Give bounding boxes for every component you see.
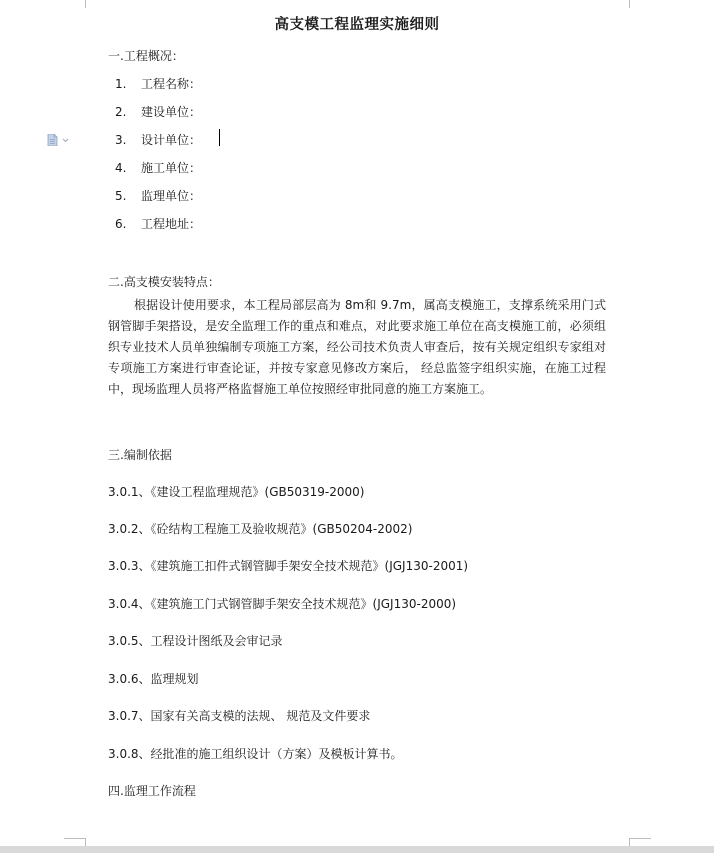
list-number: 5. xyxy=(115,189,127,203)
chevron-down-icon xyxy=(63,139,68,142)
list-label: 工程地址： xyxy=(141,217,202,231)
section1-heading: 一.工程概况： xyxy=(108,49,184,63)
page-corner-top-left xyxy=(85,0,86,8)
list-item xyxy=(115,159,201,176)
list-number: 3. xyxy=(115,133,127,147)
text-caret xyxy=(219,129,220,146)
reference-item: 3.0.3、《建筑施工扣件式钢管脚手架安全技术规范》(JGJ130-2001) xyxy=(108,559,469,573)
list-item xyxy=(115,103,201,120)
paragraph-options-button[interactable] xyxy=(47,131,71,143)
list-number: 6. xyxy=(115,217,127,231)
document-icon xyxy=(47,134,71,146)
list-item xyxy=(115,187,201,204)
document-title: 高支模工程监理实施细则 xyxy=(274,16,440,33)
list-label: 工程名称： xyxy=(141,77,202,91)
list-item xyxy=(115,131,201,148)
section2-paragraph: 根据设计使用要求，本工程局部层高为 8m和 9.7m，属高支模施工，支撑系统采用门式钢管脚手架搭设，是安全监理工作的重点和难点，对此要求施工单位在高支模施工前，必须组织专业技术人员单独编制专项施工方案，经公司技术负责人审查后，按有关规定组织专家组对专项施工方案进行审查论证，并按专家意见修改方案后， 经总监签字组织实施，在施工过程中，现场监理人员将严格监督施工单位按照经审批同意的施工方案施工。 xyxy=(108,298,606,396)
page-corner-bottom-right xyxy=(629,838,630,846)
list-label: 监理单位： xyxy=(141,189,202,203)
reference-item: 3.0.1、《建设工程监理规范》(GB50319-2000) xyxy=(108,485,365,499)
list-number: 4. xyxy=(115,161,127,175)
reference-item: 3.0.6、监理规划 xyxy=(108,672,199,686)
reference-item: 3.0.8、经批准的施工组织设计（方案）及模板计算书。 xyxy=(108,747,403,761)
page-corner-bottom-right-h xyxy=(629,838,651,839)
list-number: 2. xyxy=(115,105,127,119)
reference-item: 3.0.2、《砼结构工程施工及验收规范》(GB50204-2002) xyxy=(108,522,413,536)
list-item xyxy=(115,75,201,92)
list-label: 建设单位： xyxy=(141,105,202,119)
list-item xyxy=(115,215,201,232)
page-corner-bottom-left-h xyxy=(64,838,86,839)
reference-item: 3.0.4、《建筑施工门式钢管脚手架安全技术规范》(JGJ130-2000) xyxy=(108,597,457,611)
list-label: 施工单位： xyxy=(141,161,202,175)
list-label: 设计单位： xyxy=(141,133,202,147)
page-corner-bottom-left xyxy=(85,838,86,846)
reference-item: 3.0.7、国家有关高支模的法规、 规范及文件要求 xyxy=(108,709,371,723)
page-corner-top-right xyxy=(629,0,630,8)
horizontal-scrollbar[interactable] xyxy=(0,846,714,853)
reference-item: 3.0.5、工程设计图纸及会审记录 xyxy=(108,634,283,648)
section3-heading: 三.编制依据 xyxy=(108,448,172,462)
list-number: 1. xyxy=(115,77,127,91)
section4-heading: 四.监理工作流程 xyxy=(108,784,196,798)
section2-heading: 二.高支模安装特点： xyxy=(108,275,220,289)
